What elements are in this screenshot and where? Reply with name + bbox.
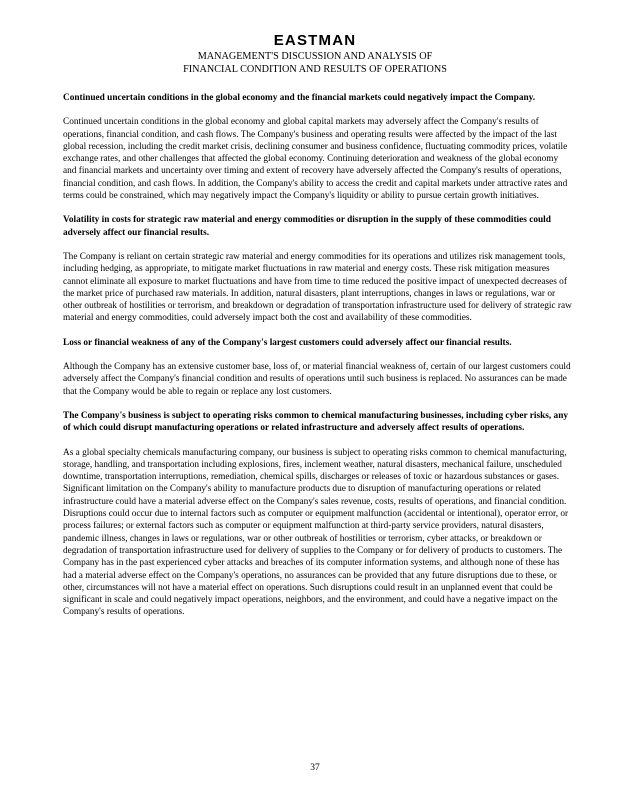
- content-body: [63, 92, 573, 631]
- page-number: 37: [310, 763, 320, 773]
- risk-body-operating: As a global specialty chemicals manufacturing company, our business is subject to operating risks common to chemical manufacturing, storage, handling, and transportation including explosions, fires, inclement weather, natural disasters, mechanical failure, unscheduled downtime, transportation interruptions, remediation, chemical spills, discharges or releases of toxic or hazardous substances or gases. Significant limitation on the Company's ability to manufacture products due to disruption of manufacturing operations or related infrastructure could have a material adverse effect on the Company's sales revenue, costs, results of operations, and financial condition. Disruptions could occur due to internal factors such as computer or equipment malfunction (accidental or intentional), operator error, or process failures; or external factors such as computer or equipment malfunction at third-party service providers, natural disasters, pandemic illness, changes in laws or regulations, war or other outbreak of hostilities or terrorism, cyber attacks, or breakdown or degradation of transportation infrastructure used for delivery of supplies to the Company or for delivery of products to customers. The Company has in the past experienced cyber attacks and breaches of its computer information systems, and although none of these has had a material adverse effect on the Company's operations, no assurances can be provided that any future disruptions due to these, or other, circumstances will not have a material effect on operations. Such disruptions could result in an unplanned event that could be significant in scale and could negatively impact operations, neighbors, and the environment, and could have a negative impact on the Company's results of operations.: [63, 447, 569, 618]
- risk-body-economy: Continued uncertain conditions in the global economy and global capital markets may adversely affect the Company's results of operations, financial condition, and cash flows. The Company's business and operating results were affected by the impact of the last global recession, including the credit market crisis, declining consumer and business confidence, fluctuating commodity prices, volatile exchange rates, and other challenges that affected the global economy. Continuing deterioration and weakness of the global economy and financial markets and uncertainty over timing and extent of recovery have adversely affected the Company's results of operations, financial condition, and cash flows. In addition, the Company's ability to access the credit and capital markets under attractive rates and terms could be constrained, which may negatively impact the Company's liquidity or ability to pursue certain growth initiatives.: [63, 117, 568, 202]
- risk-heading-operating: The Company's business is subject to operating risks common to chemical manufacturing businesses, including cyber risks, any of which could disrupt manufacturing operations or related infrastructure and adversely affect results of operations.: [63, 410, 569, 434]
- risk-heading-economy: Continued uncertain conditions in the global economy and the financial markets could negatively impact the Company.: [63, 93, 536, 103]
- header-line-1: MANAGEMENT'S DISCUSSION AND ANALYSIS OF: [197, 51, 433, 62]
- header-line-2: FINANCIAL CONDITION AND RESULTS OF OPERATIONS: [183, 64, 447, 75]
- risk-body-customers: Although the Company has an extensive customer base, loss of, or material financial weakness of, certain of our largest customers could adversely affect the Company's financial condition and results of operations until such business is replaced. No assurances can be made that the Company would be able to regain or replace any lost customers.: [63, 362, 571, 397]
- risk-body-raw-materials: The Company is reliant on certain strategic raw material and energy commodities for its operations and utilizes risk management tools, including hedging, as appropriate, to mitigate market fluctuations in raw material and energy costs. These risk mitigation measures cannot eliminate all exposure to market fluctuations and have from time to time reduced the positive impact of unexpected decreases of the market price of purchased raw materials. In addition, natural disasters, plant interruptions, changes in laws or regulations, war or other outbreak of hostilities or terrorism, and breakdown or degradation of transportation infrastructure used for delivery of strategic raw material and energy commodities, could adversely impact both the cost and availability of these commodities.: [63, 251, 572, 324]
- risk-heading-customers: Loss or financial weakness of any of the Company's largest customers could adversely affect our financial results.: [63, 337, 512, 348]
- company-logo: EASTMAN: [273, 32, 357, 49]
- section-header: [0, 50, 630, 76]
- risk-heading-raw-materials: Volatility in costs for strategic raw material and energy commodities or disruption in the supply of these commodities could adversely affect our financial results.: [63, 215, 551, 238]
